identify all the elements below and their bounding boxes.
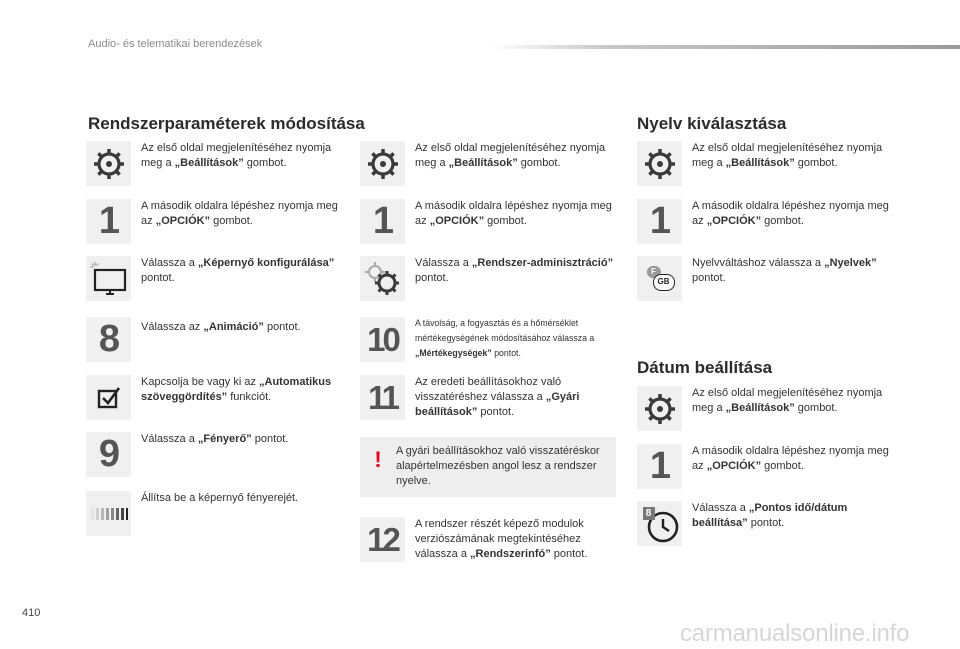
gear-icon [360,141,405,186]
number-9-badge: 9 [86,432,131,477]
warning-text: A gyári beállításokhoz való visszatéréskor alapértelmezésben angol lesz a rendszer nyelve. [396,445,600,487]
header-bar [490,45,960,49]
step-date-1: Az első oldal megjelenítéséhez nyomja meg a „Beállítások” gombot. [637,386,892,431]
step-date-3: 8 Válassza a „Pontos idő/dátum beállítása” pontot. [637,501,892,546]
step-col2-3: Válassza a „Rendszer-adminisztráció” pontot. [360,256,615,301]
number-1-badge: 1 [637,199,682,244]
step-col2-6: 12 A rendszer részét képező modulok verziószámának megtekintéséhez válassza a „Rendszerinfó” pontot. [360,517,620,562]
step-lang-2: 1 A második oldalra lépéshez nyomja meg az „OPCIÓK” gombot. [637,199,892,244]
warning-icon: ! [374,447,382,472]
step-col1-1: Az első oldal megjelenítéséhez nyomja meg a „Beállítások” gombot. [86,141,341,186]
system-admin-icon [360,256,405,301]
step-lang-3: F GB Nyelvváltáshoz válassza a „Nyelvek” pontot. [637,256,892,301]
brightness-slider-icon [86,491,131,536]
page-number: 410 [22,607,41,619]
warning-box [360,437,616,497]
display-config-icon [86,256,131,301]
step-col1-5: Kapcsolja be vagy ki az „Automatikus szöveggördítés” funkciót. [86,375,341,420]
clock-icon: 8 [637,501,682,546]
gear-icon [637,386,682,431]
number-1-badge: 1 [86,199,131,244]
step-col1-7: Állítsa be a képernyő fényerejét. [86,491,341,536]
step-date-2: 1 A második oldalra lépéshez nyomja meg az „OPCIÓK” gombot. [637,444,892,489]
number-1-badge: 1 [637,444,682,489]
header-title: Audio- és telematikai berendezések [88,38,263,50]
step-col2-5: 11 Az eredeti beállításokhoz való visszatéréshez válassza a „Gyári beállítások” pontot. [360,375,615,420]
step-col1-3: Válassza a „Képernyő konfigurálása” pontot. [86,256,341,301]
language-icon: F GB [637,256,682,301]
gear-icon [637,141,682,186]
number-8-badge: 8 [86,317,131,362]
step-col2-4: 10 A távolság, a fogyasztás és a hőmérséklet mértékegységének módosításához válassza a „Mértékegységek” pontot. [360,317,637,362]
number-11-badge: 11 [360,375,405,420]
heading-date: Dátum beállítása [637,358,773,377]
gear-icon [86,141,131,186]
watermark: carmanualsonline.info [680,620,910,647]
number-12-badge: 12 [360,517,405,562]
number-10-badge: 10 [360,317,405,362]
step-lang-1: Az első oldal megjelenítéséhez nyomja meg a „Beállítások” gombot. [637,141,892,186]
step-col2-2: 1 A második oldalra lépéshez nyomja meg az „OPCIÓK” gombot. [360,199,615,244]
heading-system-params: Rendszerparaméterek módosítása [88,114,365,133]
step-col1-6: 9 Válassza a „Fényerő” pontot. [86,432,341,477]
number-1-badge: 1 [360,199,405,244]
step-col2-1: Az első oldal megjelenítéséhez nyomja meg a „Beállítások” gombot. [360,141,615,186]
step-col1-4: 8 Válassza az „Animáció” pontot. [86,317,341,362]
checkbox-icon [86,375,131,420]
heading-language: Nyelv kiválasztása [637,114,787,133]
step-col1-2: 1 A második oldalra lépéshez nyomja meg az „OPCIÓK” gombot. [86,199,341,244]
